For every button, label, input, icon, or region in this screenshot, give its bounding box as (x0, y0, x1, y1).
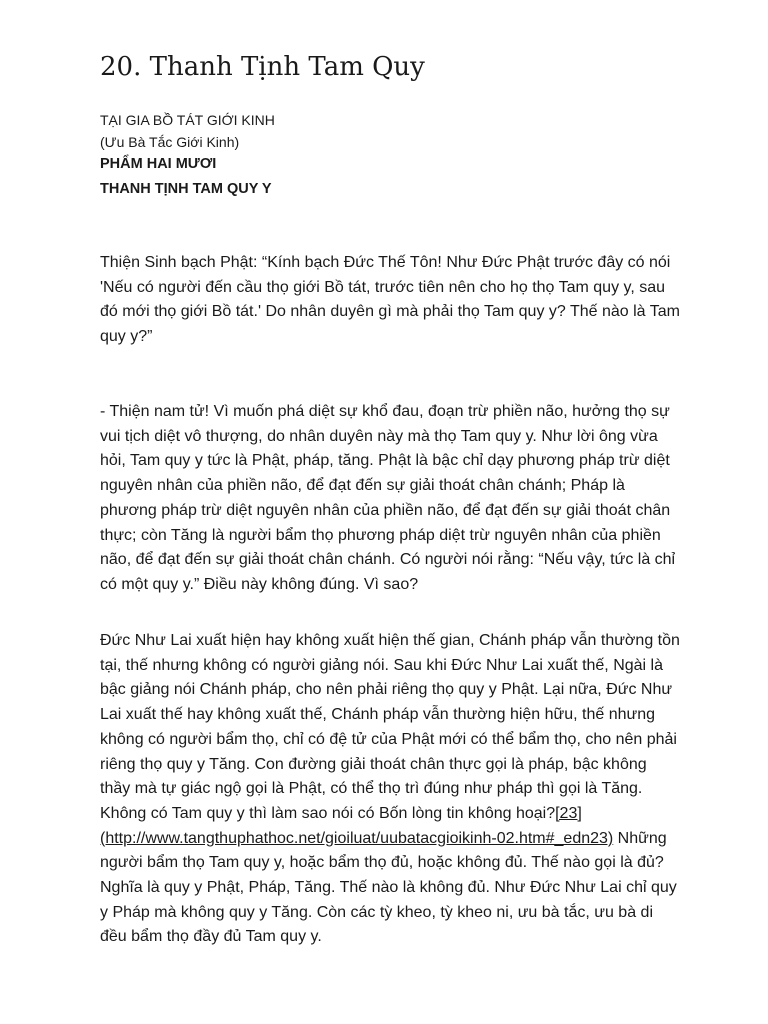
paragraph-explanation (100, 629, 680, 950)
paragraph-explanation-text-1: Đức Như Lai xuất hiện hay không xuất hiện thế gian, Chánh pháp vẫn thường tồn tại, thế nhưng không có người giảng nói. Sau khi Đức Như Lai xuất thế, Ngài là bậc giảng nói Chánh pháp, cho nên phải riêng thọ quy y Phật. Lại nữa, Đức Như Lai xuất thế hay không xuất thế, Chánh pháp vẫn thường hiện hữu, thế nhưng không có người bẩm thọ, chỉ có đệ tử của Phật mới có thể bẩm thọ, cho nên phải riêng thọ quy y Tăng. Con đường giải thoát chân thực gọi là pháp, bậc không thầy mà tự giác ngộ gọi là Phật, có thể thọ trì đúng như pháp thì gọi là Tăng. Không có Tam quy y thì làm sao nói có Bốn lòng tin không hoại? (100, 632, 680, 822)
paragraph-explanation-text-2: Những người bẩm thọ Tam quy y, hoặc bẩm thọ đủ, hoặc không đủ. Thế nào gọi là đủ? Nghĩa là quy y Phật, Pháp, Tăng. Thế nào là không đủ. Như Đức Như Lai chỉ quy y Pháp mà không quy y Tăng. Còn các tỳ kheo, tỳ kheo ni, ưu bà tắc, ưu bà di đều bẩm thọ đầy đủ Tam quy y. (100, 829, 677, 946)
sutra-alt-name: (Ưu Bà Tắc Giới Kinh) (100, 134, 240, 150)
chapter-number: PHẨM HAI MƯƠI (100, 156, 217, 172)
chapter-title: THANH TỊNH TAM QUY Y (100, 181, 272, 197)
sutra-header (100, 109, 680, 200)
paragraph-question: Thiện Sinh bạch Phật: “Kính bạch Đức Thế Tôn! Như Đức Phật trước đây có nói 'Nếu có người đến cầu thọ giới Bồ tát, trước tiên nên cho họ thọ Tam quy y, sau đó mới thọ giới Bồ tát.' Do nhân duyên gì mà phải thọ Tam quy y? Thế nào là Tam quy y?” (100, 254, 680, 346)
footnote-link-23[interactable]: [23](http://www.tangthuphathoc.net/gioiluat/uubatacgioikinh-02.htm#_edn23) (100, 804, 614, 847)
sutra-name: TẠI GIA BỒ TÁT GIỚI KINH (100, 112, 275, 128)
paragraph-answer: - Thiện nam tử! Vì muốn phá diệt sự khổ đau, đoạn trừ phiền não, hưởng thọ sự vui tịch diệt vô thượng, do nhân duyên này mà thọ Tam quy y. Như lời ông vừa hỏi, Tam quy y tức là Phật, pháp, tăng. Phật là bậc chỉ dạy phương pháp trừ diệt nguyên nhân của phiền não, để đạt đến sự giải thoát chân chánh; Pháp là phương pháp trừ diệt nguyên nhân của phiền não, để đạt đến sự giải thoát chân thực; còn Tăng là người bẩm thọ phương pháp diệt trừ nguyên nhân của phiền não, để đạt đến sự giải thoát chân chánh. Có người nói rằng: “Nếu vậy, tức là chỉ có một quy y.” Điều này không đúng. Vì sao? (100, 403, 676, 593)
document-title: 20. Thanh Tịnh Tam Quy (100, 52, 425, 82)
